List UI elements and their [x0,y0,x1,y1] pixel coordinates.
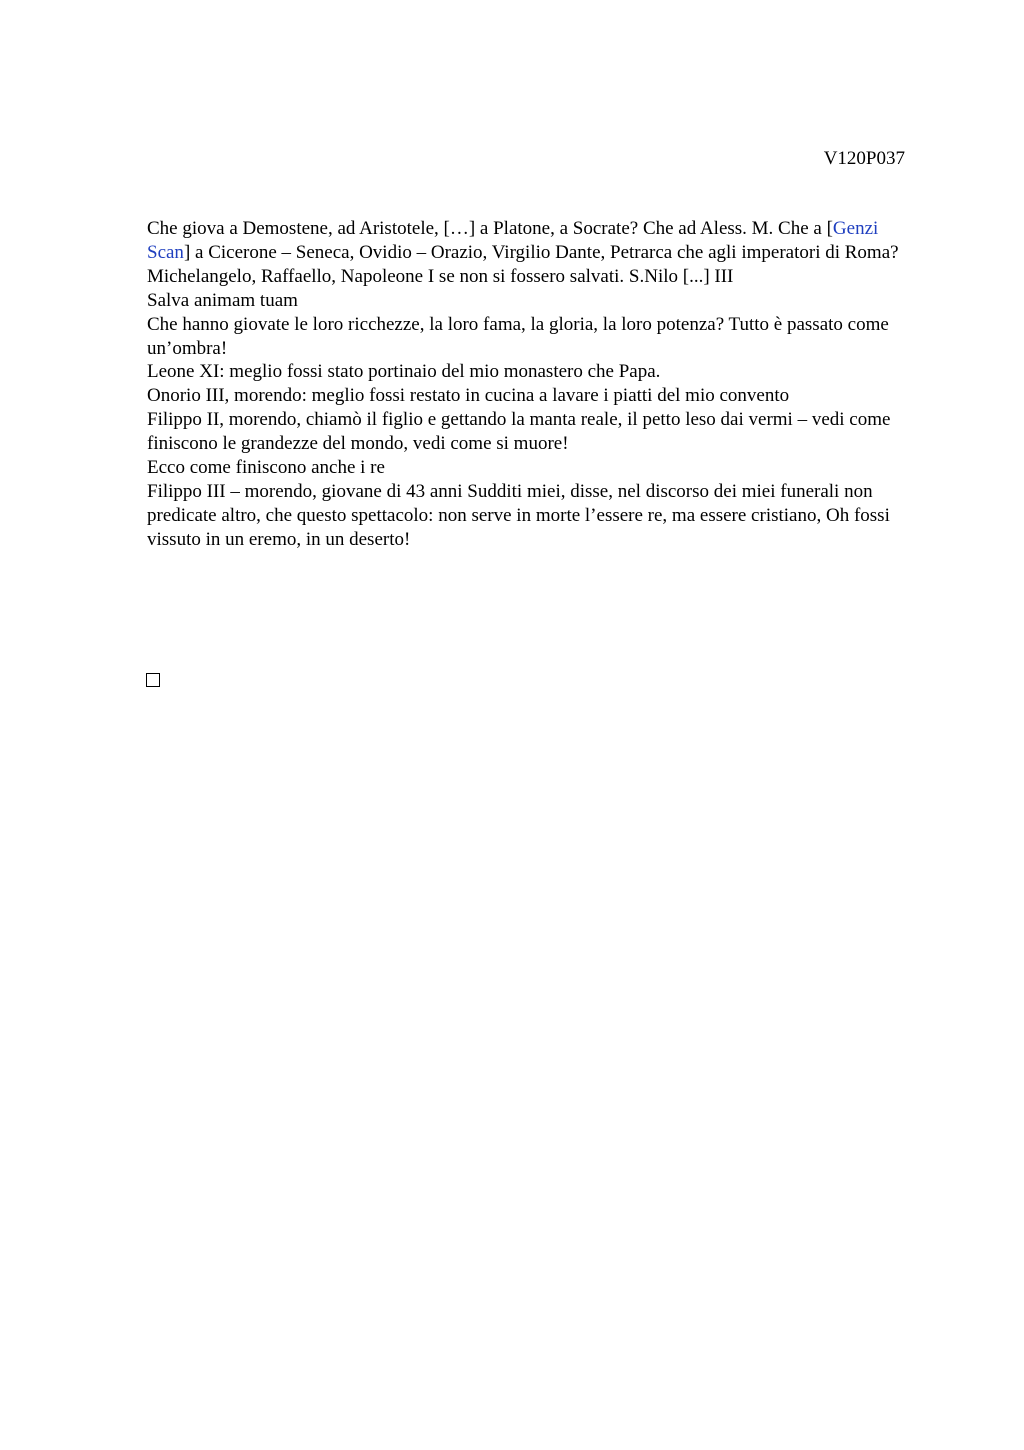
paragraph-5: Leone XI: meglio fossi stato portinaio del mio monastero che Papa. [147,361,661,383]
paragraph-7: Filippo II, morendo, chiamò il figlio e gettando la manta reale, il petto leso dai vermi – vedi come finiscono le grandezze del mondo, vedi come si muore! [147,409,891,455]
paragraph-3: Salva animam tuam [147,289,298,311]
paragraph-1 [147,217,925,265]
paragraph-2: Michelangelo, Raffaello, Napoleone I se non si fossero salvati. S.Nilo [...] III [147,265,734,287]
paragraph-6: Onorio III, morendo: meglio fossi restato in cucina a lavare i piatti del mio convento [147,385,790,407]
checkbox[interactable] [146,673,160,687]
paragraph-9: Filippo III – morendo, giovane di 43 anni Sudditi miei, disse, nel discorso dei miei funerali non predicate altro, che questo spettacolo: non serve in morte l’essere re, ma essere cristiano, Oh fossi vissuto in un eremo, in un deserto! [147,480,890,550]
paragraph-1-text-after: ] a Cicerone – Seneca, Ovidio – Orazio, Virgilio Dante, Petrarca che agli imperatori di Roma? [183,241,899,263]
genzi-scan-link[interactable]: Genzi Scan [147,218,879,263]
paragraph-4: Che hanno giovate le loro ricchezze, la loro fama, la gloria, la loro potenza? Tutto è passato come un’ombra! [147,313,889,359]
page-id: V120P037 [823,148,905,169]
paragraph-8: Ecco come finiscono anche i re [147,457,385,479]
document-body [147,217,925,552]
paragraph-1-text-before: Che giova a Demostene, ad Aristotele, […] a Platone, a Socrate? Che ad Aless. M. Che a [ [147,218,833,239]
